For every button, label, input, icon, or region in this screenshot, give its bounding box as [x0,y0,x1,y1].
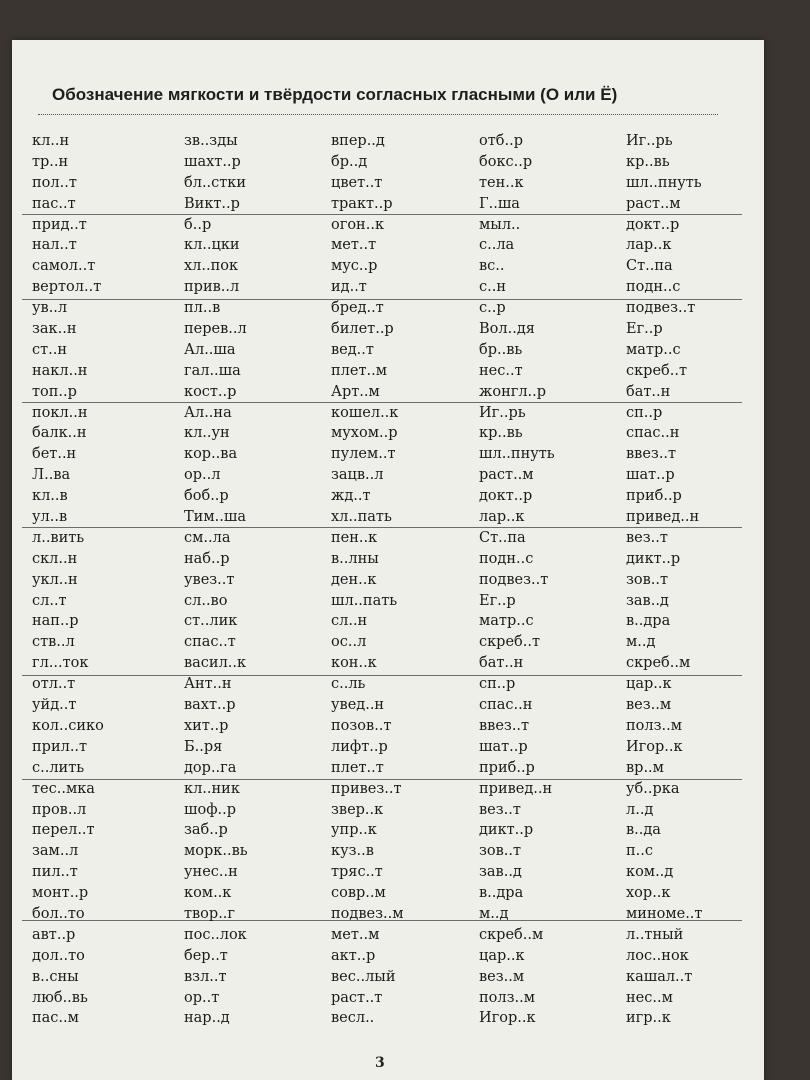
word-item: Ст..па [479,529,526,546]
word-item: пен..к [331,529,378,546]
word-item: бр..вь [479,341,523,358]
word-item: Иг..рь [626,133,673,149]
word-item: кл..цки [184,237,240,254]
word-item: вез..т [626,529,668,546]
page-title: Обозначение мягкости и твёрдости согласных гласными (О или Ё) [52,85,618,104]
word-item: м..д [479,905,509,922]
word-item: нес..т [479,362,523,379]
word-item: докт..р [479,488,533,505]
word-item: пил..т [32,864,78,881]
word-item: бр..д [331,153,368,170]
word-item: ввез..т [479,717,530,734]
word-item: прил..т [32,738,88,755]
word-item: нар..д [184,1010,230,1027]
word-item: топ..р [32,383,77,400]
word-item: кр..вь [626,153,670,170]
word-item: ор..л [184,467,221,484]
word-item: с..лить [32,759,85,776]
word-item: ст..лик [184,613,238,630]
word-item: мыл.. [479,216,521,233]
word-item: тракт..р [331,195,393,212]
word-item: Б..ря [184,738,223,755]
word-item: привед..н [626,509,700,526]
word-item: жонгл..р [479,383,547,400]
word-item: игр..к [626,1010,671,1027]
word-item: вертол..т [32,279,102,296]
word-item: в..дра [626,613,671,630]
word-item: бред..т [331,300,384,317]
word-item: кашал..т [626,968,693,985]
word-item: вахт..р [184,697,236,714]
word-item: бер..т [184,947,228,964]
word-item: пров..л [32,801,87,818]
word-item: тряс..т [331,864,383,881]
word-item: матр..с [626,341,681,358]
word-item: раст..т [331,989,383,1006]
word-item: цвет..т [331,174,383,191]
word-item: ор..т [184,989,220,1006]
word-item: наб..р [184,550,230,567]
word-item: мус..р [331,258,378,275]
word-item: Ег..р [626,321,663,338]
word-item: лос..нок [626,947,689,964]
word-item: с..ль [331,676,366,693]
word-item: матр..с [479,613,534,630]
word-item: ид..т [331,279,367,296]
word-item: п..с [626,843,654,860]
word-item: Ал..ша [184,341,236,358]
word-item: кор..ва [184,446,238,463]
word-item: тен..к [479,174,524,191]
word-item: звер..к [331,801,384,818]
word-item: пол..т [32,174,77,191]
word-column-4 [479,131,627,1029]
word-item: вез..т [479,801,521,818]
word-item: дикт..р [626,550,681,567]
word-item: накл..н [32,362,88,379]
word-item: упр..к [331,822,377,839]
word-item: огон..к [331,216,385,233]
word-item: с..н [479,279,507,296]
word-item: кл..ник [184,780,240,797]
word-item: впер..д [331,133,385,149]
word-item: вс.. [479,258,505,275]
word-item: ств..л [32,634,75,651]
word-item: шат..р [626,467,675,484]
word-item: Арт..м [331,383,380,400]
word-item: шахт..р [184,153,241,170]
word-item: укл..н [32,571,78,588]
word-item: в..да [626,822,661,839]
word-item: скреб..м [479,926,544,943]
word-item: л..тный [626,926,684,943]
word-column-5 [626,131,774,1029]
word-item: вр..м [626,759,664,776]
word-item: вес..лый [331,968,396,985]
word-item: прив..л [184,279,240,296]
word-item: кон..к [331,655,377,672]
word-item: сл..т [32,592,67,609]
word-item: вез..м [626,697,672,714]
word-item: заб..р [184,822,228,839]
word-item: ув..л [32,300,68,317]
word-item: мет..т [331,237,377,254]
word-item: сп..р [479,676,516,693]
word-item: твор..г [184,905,236,922]
word-item: Игор..к [626,738,683,755]
word-item: дор..га [184,759,237,776]
word-item: ст..н [32,341,68,358]
word-item: Вол..дя [479,321,535,338]
word-item: с..ла [479,237,515,254]
word-item: жд..т [331,488,371,505]
word-item: совр..м [331,885,386,902]
word-item: увез..т [184,571,235,588]
word-item: зв..зды [184,133,238,149]
word-item: ос..л [331,634,367,651]
word-item: м..д [626,634,656,651]
word-item: лар..к [479,509,525,526]
word-item: лар..к [626,237,672,254]
word-item: шл..пнуть [626,174,702,191]
word-item: мет..м [331,926,380,943]
word-item: Викт..р [184,195,240,212]
word-item: боб..р [184,488,229,505]
word-item: пос..лок [184,926,247,943]
word-item: бет..н [32,446,77,463]
word-item: дикт..р [479,822,534,839]
word-item: шл..пнуть [479,446,555,463]
word-item: б..р [184,216,212,233]
word-item: взл..т [184,968,227,985]
word-item: пас..м [32,1010,79,1027]
word-item: кост..р [184,383,237,400]
word-item: с..р [479,300,506,317]
word-item: акт..р [331,947,376,964]
word-item: гл...ток [32,655,89,672]
word-item: ул..в [32,509,68,526]
word-item: в..сны [32,968,79,985]
word-item: шоф..р [184,801,237,818]
word-item: прид..т [32,216,87,233]
word-item: морк..вь [184,843,248,860]
word-item: докт..р [626,216,680,233]
word-item: цар..к [626,676,672,693]
word-item: перел..т [32,822,95,839]
word-item: подн..с [479,550,534,567]
word-item: плет..т [331,759,384,776]
word-item: кл..н [32,133,70,149]
word-item: унес..н [184,864,238,881]
word-item: Тим..ша [184,509,246,526]
word-item: цар..к [479,947,525,964]
word-item: раст..м [626,195,681,212]
word-item: зам..л [32,843,79,860]
word-item: сл..н [331,613,368,630]
word-item: Ант..н [184,676,232,693]
word-item: ден..к [331,571,377,588]
word-item: скл..н [32,550,78,567]
word-item: хл..пок [184,258,239,275]
word-item: кошел..к [331,404,399,421]
word-item: самол..т [32,258,96,275]
word-item: вед..т [331,341,374,358]
word-item: васил..к [184,655,247,672]
word-item: отл..т [32,676,76,693]
word-item: Иг..рь [479,404,526,421]
word-item: Ал..на [184,404,232,421]
word-item: бол..то [32,905,85,922]
word-item: кол..сико [32,717,104,734]
word-item: миноме..т [626,905,703,922]
word-column-1 [32,131,180,1029]
word-item: приб..р [479,759,535,776]
word-item: пас..т [32,195,76,212]
word-item: увед..н [331,697,385,714]
word-item: нес..м [626,989,673,1006]
word-item: спас..т [184,634,236,651]
word-item: нап..р [32,613,79,630]
word-item: люб..вь [32,989,88,1006]
word-item: привез..т [331,780,402,797]
word-item: Игор..к [479,1010,536,1027]
word-item: см..ла [184,529,231,546]
word-item: бл..стки [184,174,247,191]
word-item: кл..в [32,488,68,505]
word-item: зав..д [479,864,522,881]
word-item: приб..р [626,488,682,505]
word-item: лифт..р [331,738,388,755]
word-item: кр..вь [479,425,523,442]
word-item: тр..н [32,153,69,170]
word-item: скреб..т [626,362,688,379]
word-item: подвез..м [331,905,404,922]
word-item: Г..ша [479,195,520,212]
word-item: мухом..р [331,425,398,442]
word-item: монт..р [32,885,89,902]
word-item: зов..т [626,571,669,588]
word-item: тес..мка [32,780,95,797]
word-item: подвез..т [626,300,696,317]
word-item: вез..м [479,968,525,985]
word-item: перев..л [184,321,247,338]
word-item: скреб..т [479,634,541,651]
word-item: куз..в [331,843,374,860]
word-item: Ег..р [479,592,516,609]
word-item: зак..н [32,321,77,338]
word-item: шат..р [479,738,528,755]
word-item: ком..д [626,864,674,881]
word-item: зов..т [479,843,522,860]
word-item: привед..н [479,780,553,797]
word-item: сп..р [626,404,663,421]
word-item: скреб..м [626,655,691,672]
word-item: хл..пать [331,509,392,526]
word-item: нал..т [32,237,77,254]
word-item: дол..то [32,947,85,964]
word-item: ввез..т [626,446,677,463]
word-item: покл..н [32,404,88,421]
word-item: полз..м [479,989,536,1006]
word-item: полз..м [626,717,683,734]
word-item: уб..рка [626,780,680,797]
title-divider [38,114,718,115]
word-item: билет..р [331,321,394,338]
word-item: шл..пать [331,592,398,609]
word-column-3 [331,131,479,1029]
word-item: хит..р [184,717,229,734]
word-item: Л..ва [32,467,71,484]
word-item: бокс..р [479,153,533,170]
word-item: спас..н [479,697,533,714]
word-column-2 [184,131,332,1029]
word-item: бат..н [479,655,524,672]
word-item: подн..с [626,279,681,296]
word-item: подвез..т [479,571,549,588]
word-item: спас..н [626,425,680,442]
word-item: л..вить [32,529,85,546]
word-item: сл..во [184,592,228,609]
word-item: балк..н [32,425,87,442]
word-item: пл..в [184,300,221,317]
word-item: позов..т [331,717,392,734]
word-item: Ст..па [626,258,673,275]
word-item: уйд..т [32,697,77,714]
word-item: бат..н [626,383,671,400]
word-item: плет..м [331,362,387,379]
word-item: пулем..т [331,446,396,463]
word-item: в..лны [331,550,379,567]
page-number: 3 [375,1055,385,1071]
word-item: л..д [626,801,654,818]
word-item: раст..м [479,467,534,484]
word-item: хор..к [626,885,671,902]
word-item: зацв..л [331,467,384,484]
word-item: авт..р [32,926,76,943]
word-item: в..дра [479,885,524,902]
word-item: зав..д [626,592,669,609]
word-item: весл.. [331,1010,375,1027]
word-item: отб..р [479,133,523,149]
word-item: гал..ша [184,362,241,379]
word-item: ком..к [184,885,232,902]
word-item: кл..ун [184,425,230,442]
